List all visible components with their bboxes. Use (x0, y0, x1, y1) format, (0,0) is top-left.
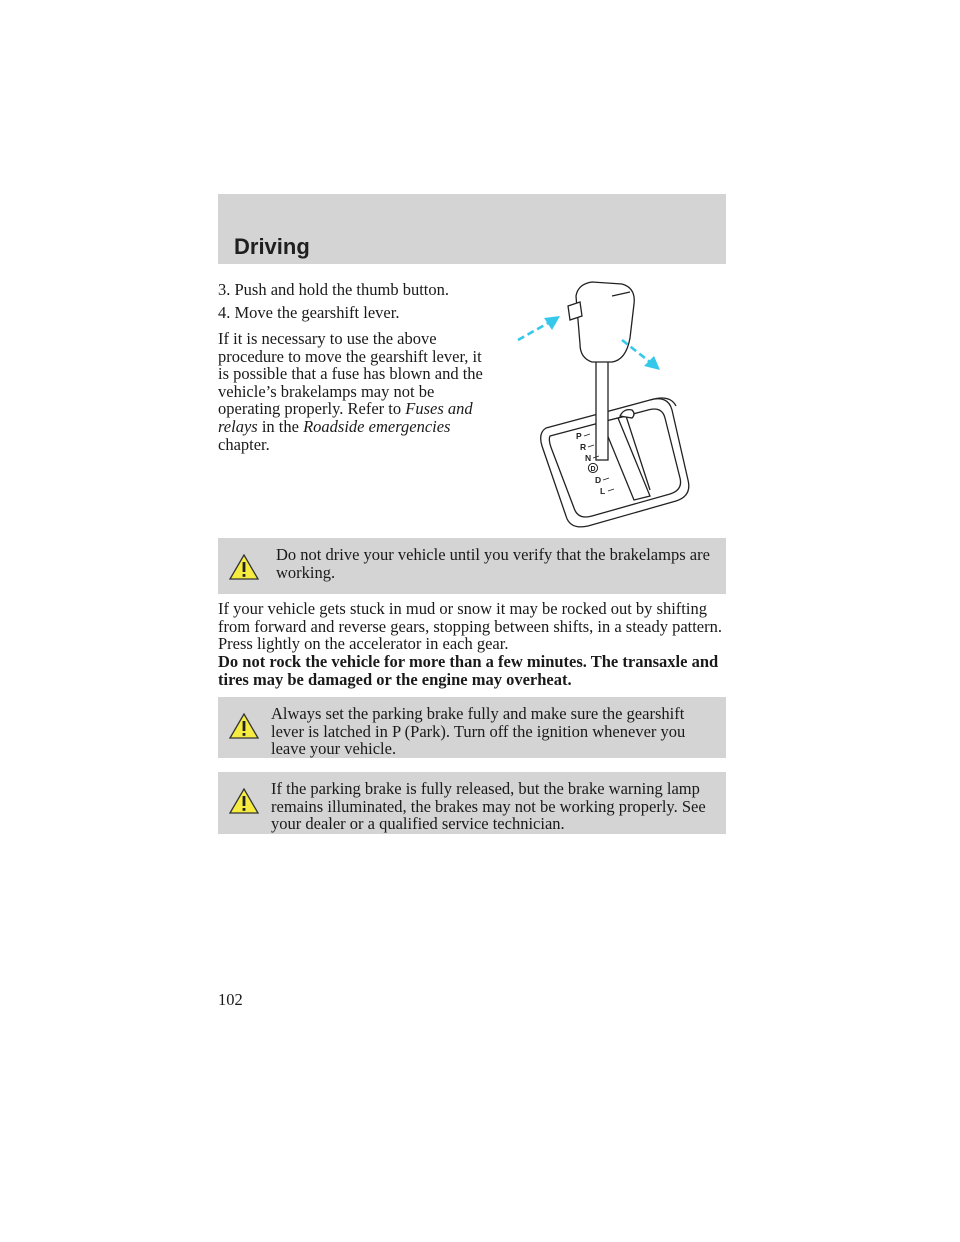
shift-console (541, 399, 689, 527)
warning-text-brakelamps: Do not drive your vehicle until you verify that the brakelamps are working. (276, 545, 710, 582)
gear-label-n: N (585, 453, 592, 463)
warning-triangle-icon (229, 554, 259, 580)
gear-label-p: P (576, 431, 582, 441)
warning-text-parking: Always set the parking brake fully and make sure the gearshift lever is latched in P (Park). Turn off the ignition whenever you leave your vehicle. (271, 704, 686, 759)
intro-paragraph (218, 330, 488, 453)
push-arrow-line (518, 322, 550, 340)
intro-text-middle: in the (257, 416, 304, 436)
gear-label-r: R (580, 442, 587, 452)
gear-label-d: D (595, 475, 602, 485)
header-band (218, 194, 726, 264)
intro-text-before: If it is necessary to use the above procedure to move the gearshift lever, it is possible that a fuse has blown and the vehicle’s brakelamps may not be operating properly. Refer to (218, 329, 483, 419)
warning-text-brake-lamp: If the parking brake is fully released, but the brake warning lamp remains illuminated, the brakes may not be working properly. See your dealer or a qualified service technician. (271, 779, 706, 834)
gearshift-illustration (500, 278, 700, 540)
rocking-caution: Do not rock the vehicle for more than a few minutes. The transaxle and tires may be damaged or the engine may overheat. (218, 652, 719, 689)
gear-label-od: D (590, 466, 596, 473)
rocking-paragraph: If your vehicle gets stuck in mud or snow it may be rocked out by shifting from forward and reverse gears, stopping between shifts, in a steady pattern. Press lightly on the accelerator in each gear. (218, 599, 722, 654)
lever-shaft (596, 360, 608, 460)
link-fuses-and-relays: Fuses and relays (218, 399, 473, 436)
intro-text-after: chapter. (218, 434, 270, 454)
warning-box-brakelamps (218, 538, 726, 594)
warning-box-parking (218, 697, 726, 758)
lever-knob (576, 282, 634, 362)
warning-triangle-icon (229, 788, 259, 814)
gear-label-l: L (600, 486, 606, 496)
step-3: 3. Push and hold the thumb button. (218, 280, 449, 299)
section-title: Driving (234, 234, 310, 259)
move-arrow-icon (644, 356, 660, 370)
step-4: 4. Move the gearshift lever. (218, 303, 400, 322)
warning-triangle-icon (229, 713, 259, 739)
link-roadside-emergencies: Roadside emergencies (303, 416, 451, 436)
warning-box-brake-lamp (218, 772, 726, 834)
thumb-button (568, 302, 582, 320)
page-number: 102 (218, 990, 243, 1009)
